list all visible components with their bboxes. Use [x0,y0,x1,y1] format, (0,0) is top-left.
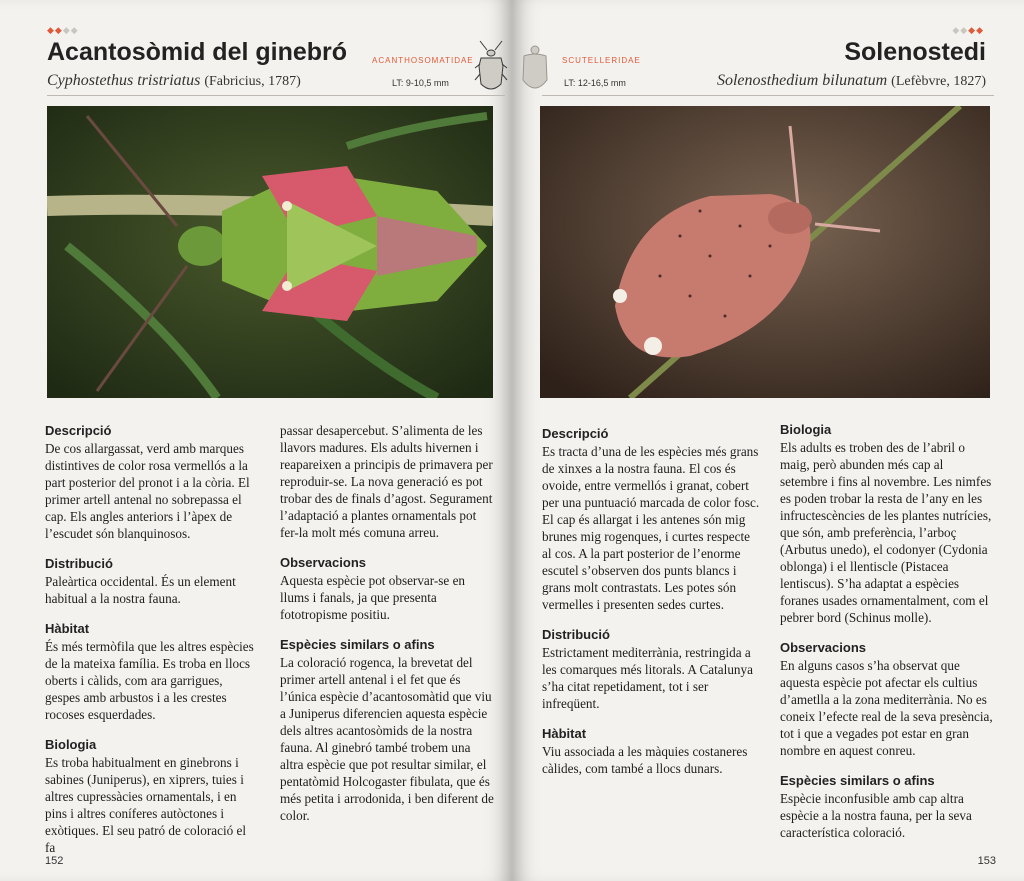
section-distribucio [542,626,762,712]
section-text: La coloració rogenca, la brevetat del primer artell antenal i el fet que és l’única espècie d’acantosomàtid que viu a Juniperus diferencien aquesta espècie dels altres acantosòmids de la nostra fauna. Al ginebró també trobem una altra espècie que pot resultar similar, el pentatòmid Holcogaster fibulata, que és més petita i arrodonida, i ben diferent de color. [280,655,494,823]
species-scientific-name [717,72,986,90]
section-dots: ◆◆◆◆ [952,25,984,35]
bug-photo-illustration [47,106,493,398]
species-author: (Fabricius, 1787) [204,74,301,89]
section-heading: Espècies similars o afins [280,637,435,652]
section-observacions [280,554,494,623]
header-rule [542,95,994,96]
scientific-name: Cyphostethus tristriatus [47,72,201,89]
section-text: Aquesta espècie pot observar-se en llums i fanals, ja que presenta fototropisme positiu. [280,573,466,622]
species-photo [540,106,990,398]
size-label: LT: 9-10,5 mm [392,78,449,88]
section-especies-similars [780,772,994,841]
species-title: Solenostedi [844,38,986,66]
family-label: SCUTELLERIDAE [562,56,641,65]
species-scientific-name [47,72,301,90]
species-author: (Lefèbvre, 1827) [891,74,986,89]
section-text: Espècie inconfusible amb cap altra espècie a la nostra fauna, per la seva característica coloració. [780,791,972,840]
species-title: Acantosòmid del ginebró [47,38,348,66]
bug-photo-illustration [540,106,990,398]
header-rule [47,95,505,96]
page-number: 153 [977,855,996,867]
left-column-2 [280,422,494,837]
section-text: Es troba habitualment en ginebrons i sabines (Juniperus), en xiprers, tuies i altres cupressàcies ornamentals, i en pins i altres coníferes autòctones i exòtiques. El seu patró de coloració el fa [45,755,247,855]
page-number: 152 [45,855,64,867]
section-text: Paleàrtica occidental. És un element habitual a la nostra fauna. [45,574,236,606]
section-text: Els adults es troben des de l’abril o maig, però abunden més cap al setembre i fins al novembre. Les nimfes es poden trobar la resta de l’any en les infructescències de les plantes nutrícies, que són, amb preferència, l’arboç (Arbutus unedo), el codonyer (Cydonia oblonga) i el llentiscle (Pistacea lentiscus). S’ha adaptat a espècies foranes usades ornamentalment, com el pebrer bord (Schinus molle). [780,440,992,625]
bug-silhouette-icon [474,40,508,96]
section-distribucio [45,555,259,607]
section-habitat [45,620,259,723]
section-heading: Hàbitat [542,726,587,741]
left-column-1 [45,422,259,869]
section-text: Viu associada a les màquies costaneres càlides, com també a llocs dunars. [542,744,748,776]
right-column-2 [780,421,994,854]
section-biologia-continued [280,422,494,541]
family-label: ACANTHOSOMATIDAE [372,56,474,65]
section-heading: Distribució [542,627,610,642]
section-heading: Observacions [780,640,866,655]
section-heading: Biologia [45,737,97,752]
section-text: Es tracta d’una de les espècies més grans de xinxes a la nostra fauna. El cos és ovoide, entre vermellós i granat, cobert per una puntuació marcada de color fosc. El cap és allargat i les antenes són mig brunes mig rogenques, i curtes respecte al cos. A la part posterior de l’enorme escutel s’observen dos punts blancs i grans molt contrastats. Les potes són vermelles i presenten sedes curtes. [542,444,760,612]
section-biologia [780,421,994,626]
section-text: passar desapercebut. S’alimenta de les llavors madures. Els adults hivernen i reapareixen a principis de primavera per reproduir-se. La nova generació es pot trobar des de finals d’agost. Segurament l’adaptació a plantes ornamentals pot fer-la molt més comuna arreu. [280,423,493,540]
section-habitat [542,725,762,777]
right-page [512,0,1024,881]
section-especies-similars [280,636,494,824]
section-descripcio [542,425,762,613]
section-descripcio [45,422,259,542]
section-biologia [45,736,259,856]
section-text: De cos allargassat, verd amb marques distintives de color rosa vermellós a la part posterior del pronot i a la còria. El primer artell antenal no sobrepassa el cap. Els angles anteriors i l’àpex de l’escudet són blanquinosos. [45,441,250,541]
bug-silhouette-icon [520,40,550,96]
section-text: Estrictament mediterrània, restringida a les comarques més litorals. A Catalunya s’ha citat repetidament, tot i ser infreqüent. [542,645,753,711]
section-heading: Espècies similars o afins [780,773,935,788]
section-dots: ◆◆◆◆ [47,25,79,35]
section-heading: Descripció [542,426,609,441]
section-text: En alguns casos s’ha observat que aquesta espècie pot afectar els cultius d’ametlla a la zona mediterrània. No es coneix l’efecte real de la seva presència, tot i que a vegades pot estar en gran nombre en aquest conreu. [780,658,993,758]
right-column-1 [542,425,762,790]
section-observacions [780,639,994,759]
species-photo [47,106,493,398]
size-label: LT: 12-16,5 mm [564,78,626,88]
section-heading: Distribució [45,556,113,571]
section-heading: Hàbitat [45,621,90,636]
section-text: És més termòfila que les altres espècies de la mateixa família. Es troba en llocs oberts i càlids, com ara garrigues, gespes amb arbustos i a les crestes rocoses esquerdades. [45,639,254,722]
section-heading: Observacions [280,555,366,570]
section-heading: Descripció [45,423,112,438]
scientific-name: Solenosthedium bilunatum [716,72,888,89]
section-heading: Biologia [780,422,832,437]
